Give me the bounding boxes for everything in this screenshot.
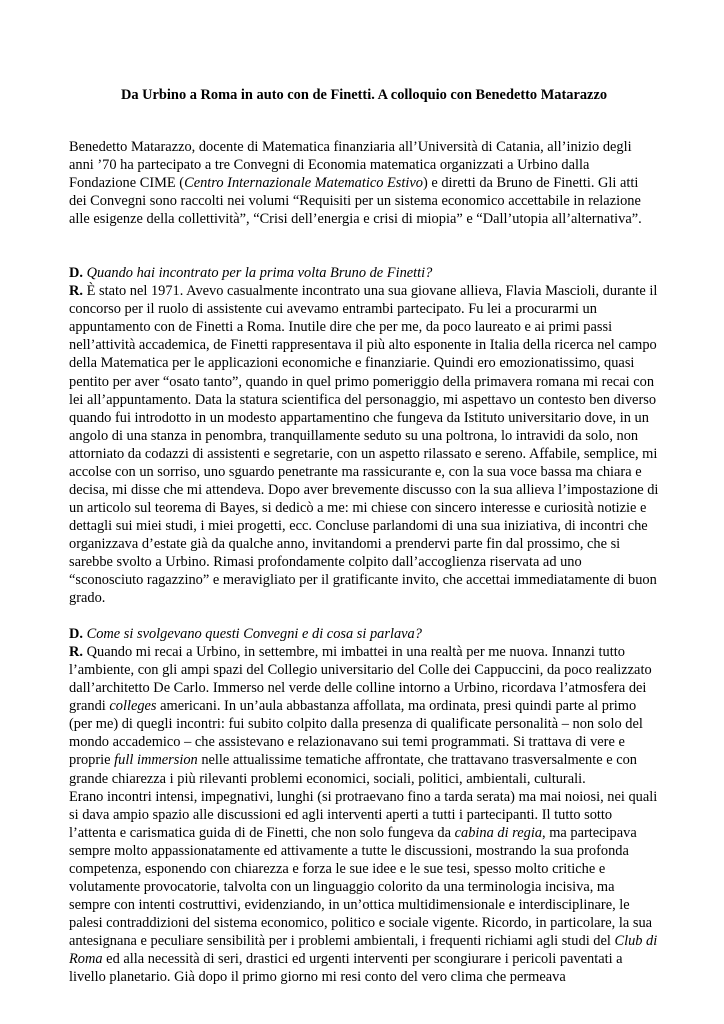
answer-1	[69, 282, 659, 607]
answer-italic-4: Club di Roma	[69, 932, 658, 967]
answer-text-6: ed alla necessità di seri, drastici ed urgenti interventi per scongiurare i pericoli paventati a livello planetario. Già dopo il primo giorno mi resi conto del vero clima che permeava	[69, 950, 623, 986]
answer-text: È stato nel 1971. Avevo casualmente incontrato una sua giovane allieva, Flavia Mascioli, durante il concorso per il ruolo di assistente cui avevamo entrambi partecipato. Fu lei a procurarmi un appuntamento con de Finetti a Roma. Inutile dire che per me, da poco laureato e ai primi passi nell’attività accademica, de Finetti rappresentava il più alto esponente in Italia della ricerca nel campo della Matematica per le applicazioni economiche e finanziarie. Quindi ero emozionatissimo, quasi pentito per aver “osato tanto”, quando in quel primo pomeriggio della primavera romana mi recai con lei all’appuntamento. Data la statura scientifica del personaggio, mi aspettavo un contesto ben diverso quando fui introdotto in un modesto appartamentino che fungeva da Istituto universitario dove, in un angolo di una stanza in penombra, tranquillamente seduto su una poltrona, lo intravidi da solo, non attorniato da codazzi di assistenti e segretarie, con un aspetto rilassato e sereno. Affabile, semplice, mi accolse con un sorriso, uno sguardo penetrante ma rassicurante e, con la sua voce bassa ma chiara e decisa, mi disse che mi attendeva. Dopo aver brevemente discusso con la sua allieva l’impostazione di un articolo sul teorema di Bayes, si dedicò a me: mi chiese con sincero interesse e curiosità notizie e dettagli sui miei studi, i miei progetti, ecc. Concluse parlandomi di una sua iniziativa, di incontri che organizzava d’estate già da qualche anno, invitandomi a prendervi parte fin dal prossimo, che si sarebbe svolto a Urbino. Rimasi profondamente colpito dall’accoglienza riservata ad uno “sconosciuto ragazzino” e meravigliato per il gratificante invito, che accettai immediatamente di buon grado.	[69, 283, 659, 607]
spacer	[69, 228, 659, 246]
answer-italic-2: full immersion	[114, 752, 198, 769]
answer-text-1: Quando mi recai a Urbino, in settembre, mi imbattei in una realtà per me nuova. Innanzi tutto l’ambiente, con gli ampi spazi del Collegio universitario del Colle dei Cappuccini, da poco realizzato dall’architetto De Carlo. Immerso nel verde delle colline intorno a Urbino, ricordava l’atmosfera dei grandi	[69, 644, 652, 715]
document-title: Da Urbino a Roma in auto con de Finetti. A colloquio con Benedetto Matarazzo	[120, 87, 608, 103]
question-text: Come si svolgevano questi Convegni e di cosa si parlava?	[86, 626, 422, 643]
document-page	[69, 86, 659, 986]
qa-block-1	[69, 264, 659, 607]
answer-italic-1: colleges	[109, 698, 157, 715]
spacer	[69, 246, 659, 264]
answer-label: R.	[69, 644, 83, 661]
question-2	[69, 625, 659, 643]
answer-2	[69, 643, 659, 787]
answer-italic-3: cabina di regia	[454, 824, 543, 841]
question-1	[69, 264, 659, 282]
answer-text-2: americani. In un’aula abbastanza affollata, ma ordinata, presi quindi parte al primo (per me) di quegli incontri: fui subito colpito dalla presenza di qualificate personalità – non solo del mondo accademico – che assistevano e relazionavano sui temi programmati. Si trattava di vere e proprie	[69, 698, 643, 769]
question-label: D.	[69, 626, 83, 643]
intro-text-italic: Centro Internazionale Matematico Estivo	[184, 175, 423, 192]
answer-text-4: Erano incontri intensi, impegnativi, lunghi (si protraevano fino a tarda serata) ma mai noiosi, nei quali si dava ampio spazio alle discussioni ed agli interventi aperti a tutti i partecipanti. Il tutto sotto l’attenta e carismatica guida di de Finetti, che non solo fungeva da	[69, 788, 658, 841]
qa-block-2	[69, 625, 659, 986]
intro-paragraph	[69, 138, 659, 228]
question-text: Quando hai incontrato per la prima volta Bruno de Finetti?	[86, 265, 433, 282]
answer-label: R.	[69, 283, 83, 300]
answer-text-3: nelle attualissime tematiche affrontate, che trattavano trasversalmente e con grande chiarezza i più rilevanti problemi economici, sociali, politici, ambientali, culturali.	[69, 752, 637, 787]
answer-text-5: , ma partecipava sempre molto appassionatamente ed attivamente a tutte le discussioni, mostrando la sua profonda competenza, esponendo con chiarezza e forza le sue idee e le sue tesi, spesso molto critiche e volutamente provocatorie, talvolta con un linguaggio colorito da una terminologia incisiva, ma sempre con intenti costruttivi, evidenziando, in un’ottica multidimensionale e interdisciplinare, le palesi contraddizioni del sistema economico, politico e sociale vigente. Ricordo, in particolare, la sua antesignana e peculiare sensibilità per i problemi ambientali, i frequenti richiami agli studi del	[69, 824, 653, 949]
intro-text-2: ) e diretti da Bruno de Finetti. Gli atti dei Convegni sono raccolti nei volumi “Requisiti per un sistema economico accettabile in relazione alle esigenze della collettività”, “Crisi dell’energia e crisi di miopia” e “Dall’utopia all’alternativa”.	[69, 175, 642, 228]
answer-2-continued	[69, 788, 659, 987]
spacer	[69, 607, 659, 625]
question-label: D.	[69, 265, 83, 282]
intro-text-1: Benedetto Matarazzo, docente di Matematica finanziaria all’Università di Catania, all’inizio degli anni ’70 ha partecipato a tre Convegni di Economia matematica organizzati a Urbino dalla Fondazione CIME (	[69, 139, 632, 192]
